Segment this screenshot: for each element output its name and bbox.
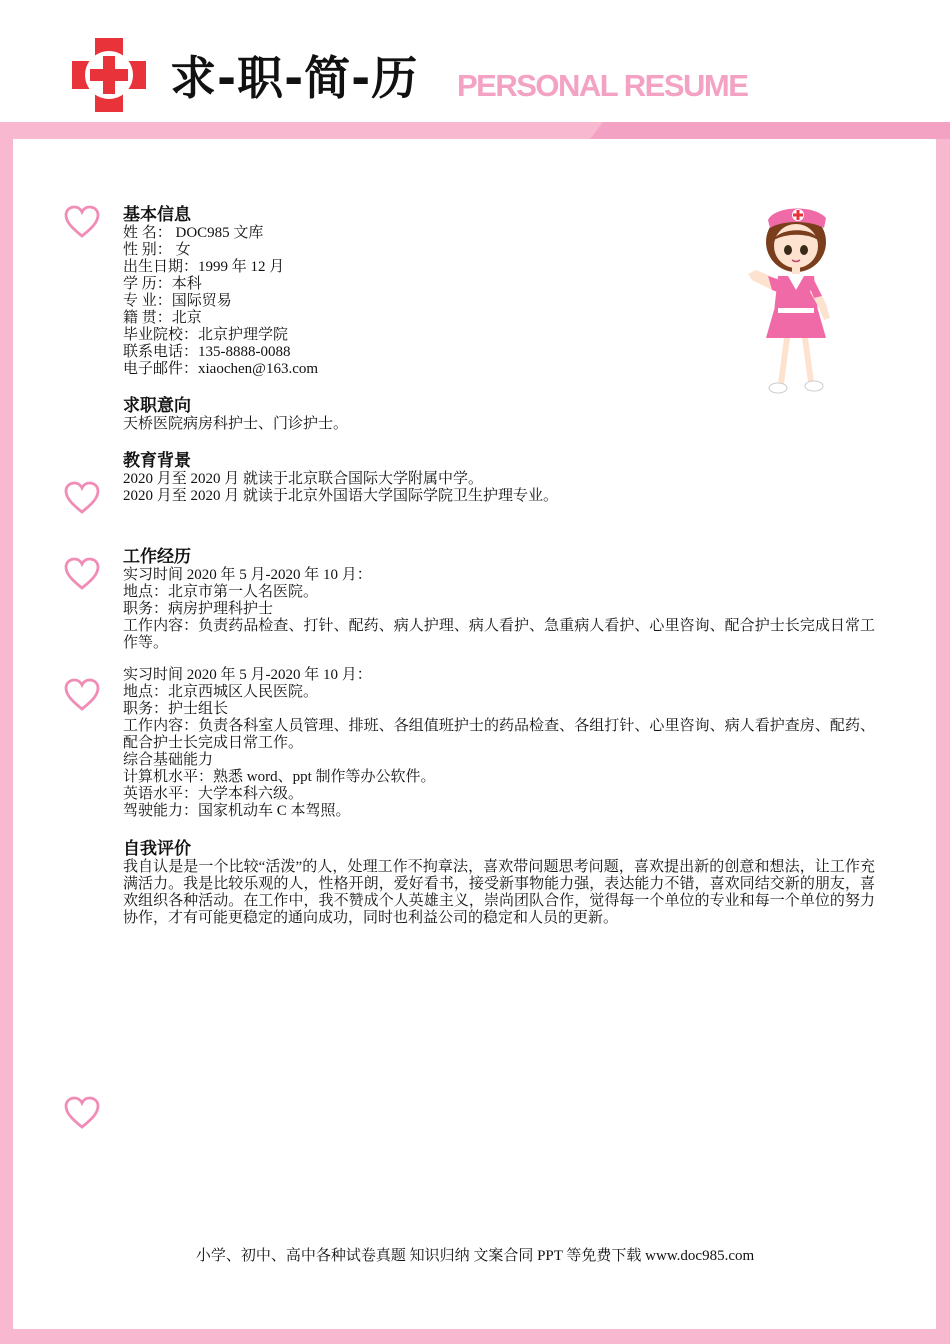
job2-place: 地点：北京西城区人民医院。	[123, 684, 319, 700]
info-degree: 学 历：本科	[123, 276, 202, 292]
info-gender: 性 别： 女	[123, 242, 191, 258]
header	[0, 0, 950, 122]
job1-role: 职务：病房护理科护士	[123, 601, 274, 617]
footer-text: 小学、初中、高中各种试卷真题 知识归纳 文案合同 PPT 等免费下载 www.doc985.com	[195, 1248, 755, 1264]
section-title-education: 教育背景	[123, 451, 191, 471]
heart-outline-icon	[64, 1096, 100, 1129]
skills-title: 综合基础能力	[123, 752, 214, 768]
job2-role: 职务：护士组长	[123, 701, 229, 717]
job-intention-text: 天桥医院病房科护士、门诊护士。	[123, 416, 349, 432]
heart-outline-icon	[64, 557, 100, 590]
heart-outline-icon	[64, 205, 100, 238]
education-line: 2020 月至 2020 月 就读于北京联合国际大学附属中学。	[123, 471, 484, 487]
job1-place: 地点：北京市第一人名医院。	[123, 584, 319, 600]
info-phone: 联系电话：135-8888-0088	[123, 344, 291, 360]
education-section	[123, 451, 875, 505]
info-major: 专 业：国际贸易	[123, 293, 232, 309]
job2-period: 实习时间 2020 年 5 月-2020 年 10 月：	[123, 667, 372, 683]
basic-info-section	[123, 205, 875, 378]
page-title-english: PERSONAL RESUME	[457, 68, 748, 103]
info-hometown: 籍 贯：北京	[123, 310, 202, 326]
section-title-self-eval: 自我评价	[123, 839, 191, 859]
job-intention-section	[123, 396, 875, 433]
education-line: 2020 月至 2020 月 就读于北京外国语大学国际学院卫生护理专业。	[123, 488, 559, 504]
section-title-basic-info: 基本信息	[123, 205, 191, 225]
info-birth: 出生日期：1999 年 12 月	[123, 259, 285, 275]
section-title-work: 工作经历	[123, 547, 191, 567]
section-title-job-intention: 求职意向	[123, 396, 191, 416]
heart-outline-icon	[64, 481, 100, 514]
info-name: 姓 名： DOC985 文库	[123, 225, 264, 241]
job1-content: 工作内容：负责药品检查、打针、配药、病人护理、病人看护、急重病人看护、心里咨询、配合护士长完成日常工作等。	[123, 618, 875, 651]
self-eval-section	[123, 839, 875, 927]
info-email: 电子邮件：xiaochen@163.com	[123, 361, 319, 377]
work-section	[123, 547, 875, 820]
self-eval-text: 我自认是是一个比较“活泼”的人，处理工作不拘章法，喜欢带问题思考问题，喜欢提出新的创意和想法，让工作充满活力。我是比较乐观的人，性格开朗，爱好看书，接受新事物能力强，表达能力不错，喜欢同结交新的朋友，喜欢组织各种活动。在工作中，我不赞成个人英雄主义，崇尚团队合作，觉得每一个单位的专业和每一个单位的努力协作，才有可能更稳定的通向成功，同时也利益公司的稳定和人员的更新。	[123, 859, 875, 926]
skill-computer: 计算机水平：熟悉 word、ppt 制作等办公软件。	[123, 769, 436, 785]
page-title: 求-职-简-历	[170, 51, 419, 105]
header-band	[0, 122, 950, 139]
heart-outline-icon	[64, 678, 100, 711]
resume-content	[123, 205, 875, 927]
job2-content: 工作内容：负责各科室人员管理、排班、各组值班护士的药品检查、各组打针、心里咨询、病人看护查房、配药、配合护士长完成日常工作。	[123, 718, 875, 751]
job1-period: 实习时间 2020 年 5 月-2020 年 10 月：	[123, 567, 372, 583]
info-school: 毕业院校：北京护理学院	[123, 327, 289, 343]
skill-english: 英语水平：大学本科六级。	[123, 786, 304, 802]
red-cross-logo-icon	[70, 36, 148, 114]
skill-driving: 驾驶能力：国家机动车 C 本驾照。	[123, 803, 351, 819]
